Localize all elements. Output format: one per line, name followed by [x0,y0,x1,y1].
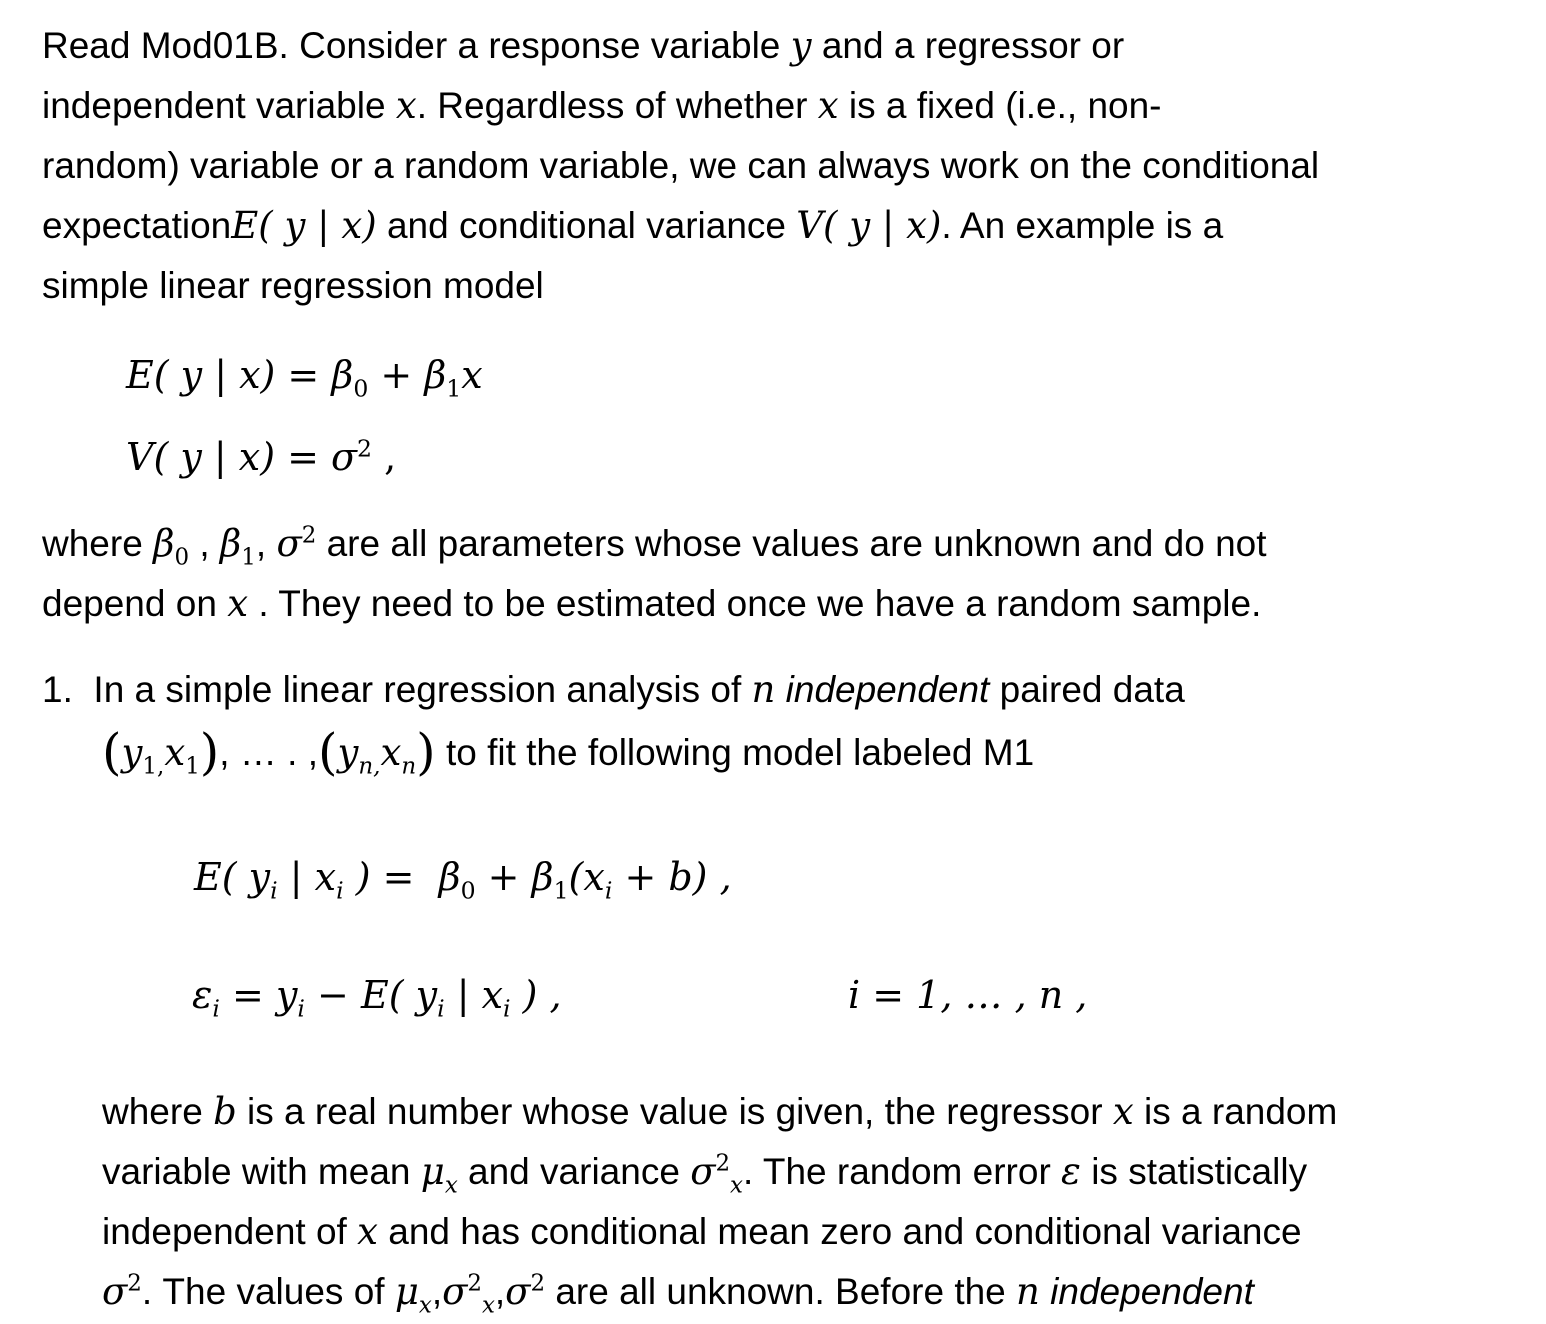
math-x: x [395,84,417,127]
math-beta1: β [424,353,447,397]
question-1-line-1 [42,668,1185,712]
math-x: x [1112,1090,1134,1133]
text: independent variable [42,85,386,126]
math-equals: ) = [355,855,415,899]
text: . An example is a [941,205,1224,246]
math-conditional-expectation: E( y | x) [231,204,377,247]
math-sigma: σ [331,435,357,479]
math-conditional-variance: V( y | x) [796,204,942,247]
math-sub: i [270,876,278,905]
math-x: x [817,84,839,127]
math-plus: + [380,353,413,397]
math-comma: , [384,435,397,479]
text: . They need to be estimated once we have a random sample. [258,583,1262,624]
math-epsilon: ε [1061,1150,1081,1193]
math-b: b [213,1090,237,1133]
math-n: n [1016,1270,1040,1313]
intro-line-3: random) variable or a random variable, we can always work on the conditional [42,145,1320,186]
text: where [42,523,143,564]
text: expectation [42,205,232,246]
math-sub: 1 [553,876,569,905]
text: In a simple linear regression analysis of [93,669,742,710]
math-x: x [380,731,402,774]
math-sub: 0 [460,876,476,905]
question-number: 1. [42,669,73,710]
where-line-1 [42,522,1267,571]
math-sub: 1, [142,753,165,780]
text: and variance [468,1151,680,1192]
text: paired data [999,669,1185,710]
question-1-where-line-2 [102,1150,1308,1199]
math-sub: 0 [353,374,369,403]
m1-equation-mean [194,854,732,905]
text: , [431,1271,443,1312]
math-x: x [461,353,483,397]
math-sup: 2 [530,1270,546,1297]
intro-line-4 [42,204,1223,248]
intro-line-1 [42,24,1124,68]
question-1-where-line-4 [102,1270,1254,1319]
m1-equation-error [192,972,562,1023]
math-mu: μ [420,1150,445,1193]
intro-line-5: simple linear regression model [42,265,544,306]
text: independent of [102,1211,347,1252]
math-sub: i [437,994,445,1023]
math-given: | x [289,855,337,899]
math-equals-y: = y [232,973,298,1017]
math-sub: i [336,876,344,905]
math-plus: + [487,855,520,899]
text-emphasis: independent [1050,1271,1254,1312]
text: and has conditional mean zero and conditional variance [388,1211,1302,1252]
math-sup: 2 [127,1270,142,1297]
math-tail: + b) , [624,855,732,899]
math-close: ) , [522,973,562,1017]
math-sub: i [212,994,220,1023]
math-lhs: E( y | x) = [126,353,320,397]
text: , [255,523,267,564]
math-beta0: β [153,522,175,565]
text-emphasis: independent [785,669,990,710]
text: . The values of [141,1271,385,1312]
math-sub: x [730,1172,743,1199]
math-beta1: β [531,855,554,899]
text: is a random [1144,1091,1338,1132]
math-sup: 2 [301,522,317,549]
math-sub: 1 [446,374,462,403]
text: , [199,523,210,564]
math-lhs: E( y [194,855,271,899]
math-beta0: β [331,353,354,397]
math-beta0: β [438,855,461,899]
question-1-where-line-1 [102,1090,1337,1134]
text: depend on [42,583,217,624]
math-sigma: σ [102,1270,128,1313]
text: , … . , [219,732,318,773]
math-paren: (x [568,855,605,899]
math-paren: ) [416,723,436,781]
math-sub: x [418,1292,432,1319]
math-sub: 0 [174,544,190,571]
math-sub: x [481,1292,495,1319]
math-sigma: σ [442,1270,468,1313]
question-1-where-line-3 [102,1210,1302,1254]
math-mu: μ [394,1270,419,1313]
text: and conditional variance [386,205,786,246]
math-x: x [227,582,249,625]
math-n: n [751,668,776,711]
m1-index-range: i = 1, … , n , [848,973,1088,1017]
math-sub: i [503,994,511,1023]
text: , [494,1271,506,1312]
model-equation-mean [126,352,483,403]
text: is a real number whose value is given, the regressor [247,1091,1103,1132]
text: Read Mod01B. Consider a response variable [42,25,781,66]
text: is statistically [1091,1151,1308,1192]
math-sub: i [297,994,305,1023]
math-sub: 1 [241,544,256,571]
where-line-2 [42,582,1261,626]
math-y: y [337,731,359,774]
math-sub: n, [358,753,381,780]
math-beta1: β [219,522,242,565]
math-lhs: V( y | x) = [126,435,319,479]
text: and a regressor or [821,25,1125,66]
text: . Regardless of whether [416,85,808,126]
math-sigma: σ [276,522,302,565]
math-sup: 2 [467,1270,482,1297]
math-given: | x [456,973,504,1017]
math-y: y [121,731,143,774]
text: variable with mean [102,1151,411,1192]
math-sub: n [401,753,417,780]
math-sup: 2 [357,434,372,463]
math-paren: ( [102,723,122,781]
text: are all unknown. Before the [555,1271,1006,1312]
math-sigma: σ [690,1150,716,1193]
intro-line-2 [42,84,1162,128]
math-sigma: σ [505,1270,531,1313]
question-1-line-2 [102,723,1035,781]
math-sub: x [444,1172,458,1199]
math-sub: 1 [185,753,200,780]
math-paren: ( [317,723,338,781]
model-equation-variance [126,434,396,480]
text: where [102,1091,203,1132]
math-sup: 2 [715,1150,731,1177]
text: is a fixed (i.e., non- [848,85,1162,126]
math-minus-expectation: − E( y [317,973,438,1017]
math-y: y [790,24,812,67]
math-paren: ) [199,723,220,781]
math-epsilon: ε [192,973,213,1017]
text: to fit the following model labeled M1 [445,732,1035,773]
math-x: x [357,1210,378,1253]
text: are all parameters whose values are unknown and do not [326,523,1267,564]
math-sub: i [604,876,613,905]
math-x: x [164,731,186,774]
text: . The random error [742,1151,1051,1192]
